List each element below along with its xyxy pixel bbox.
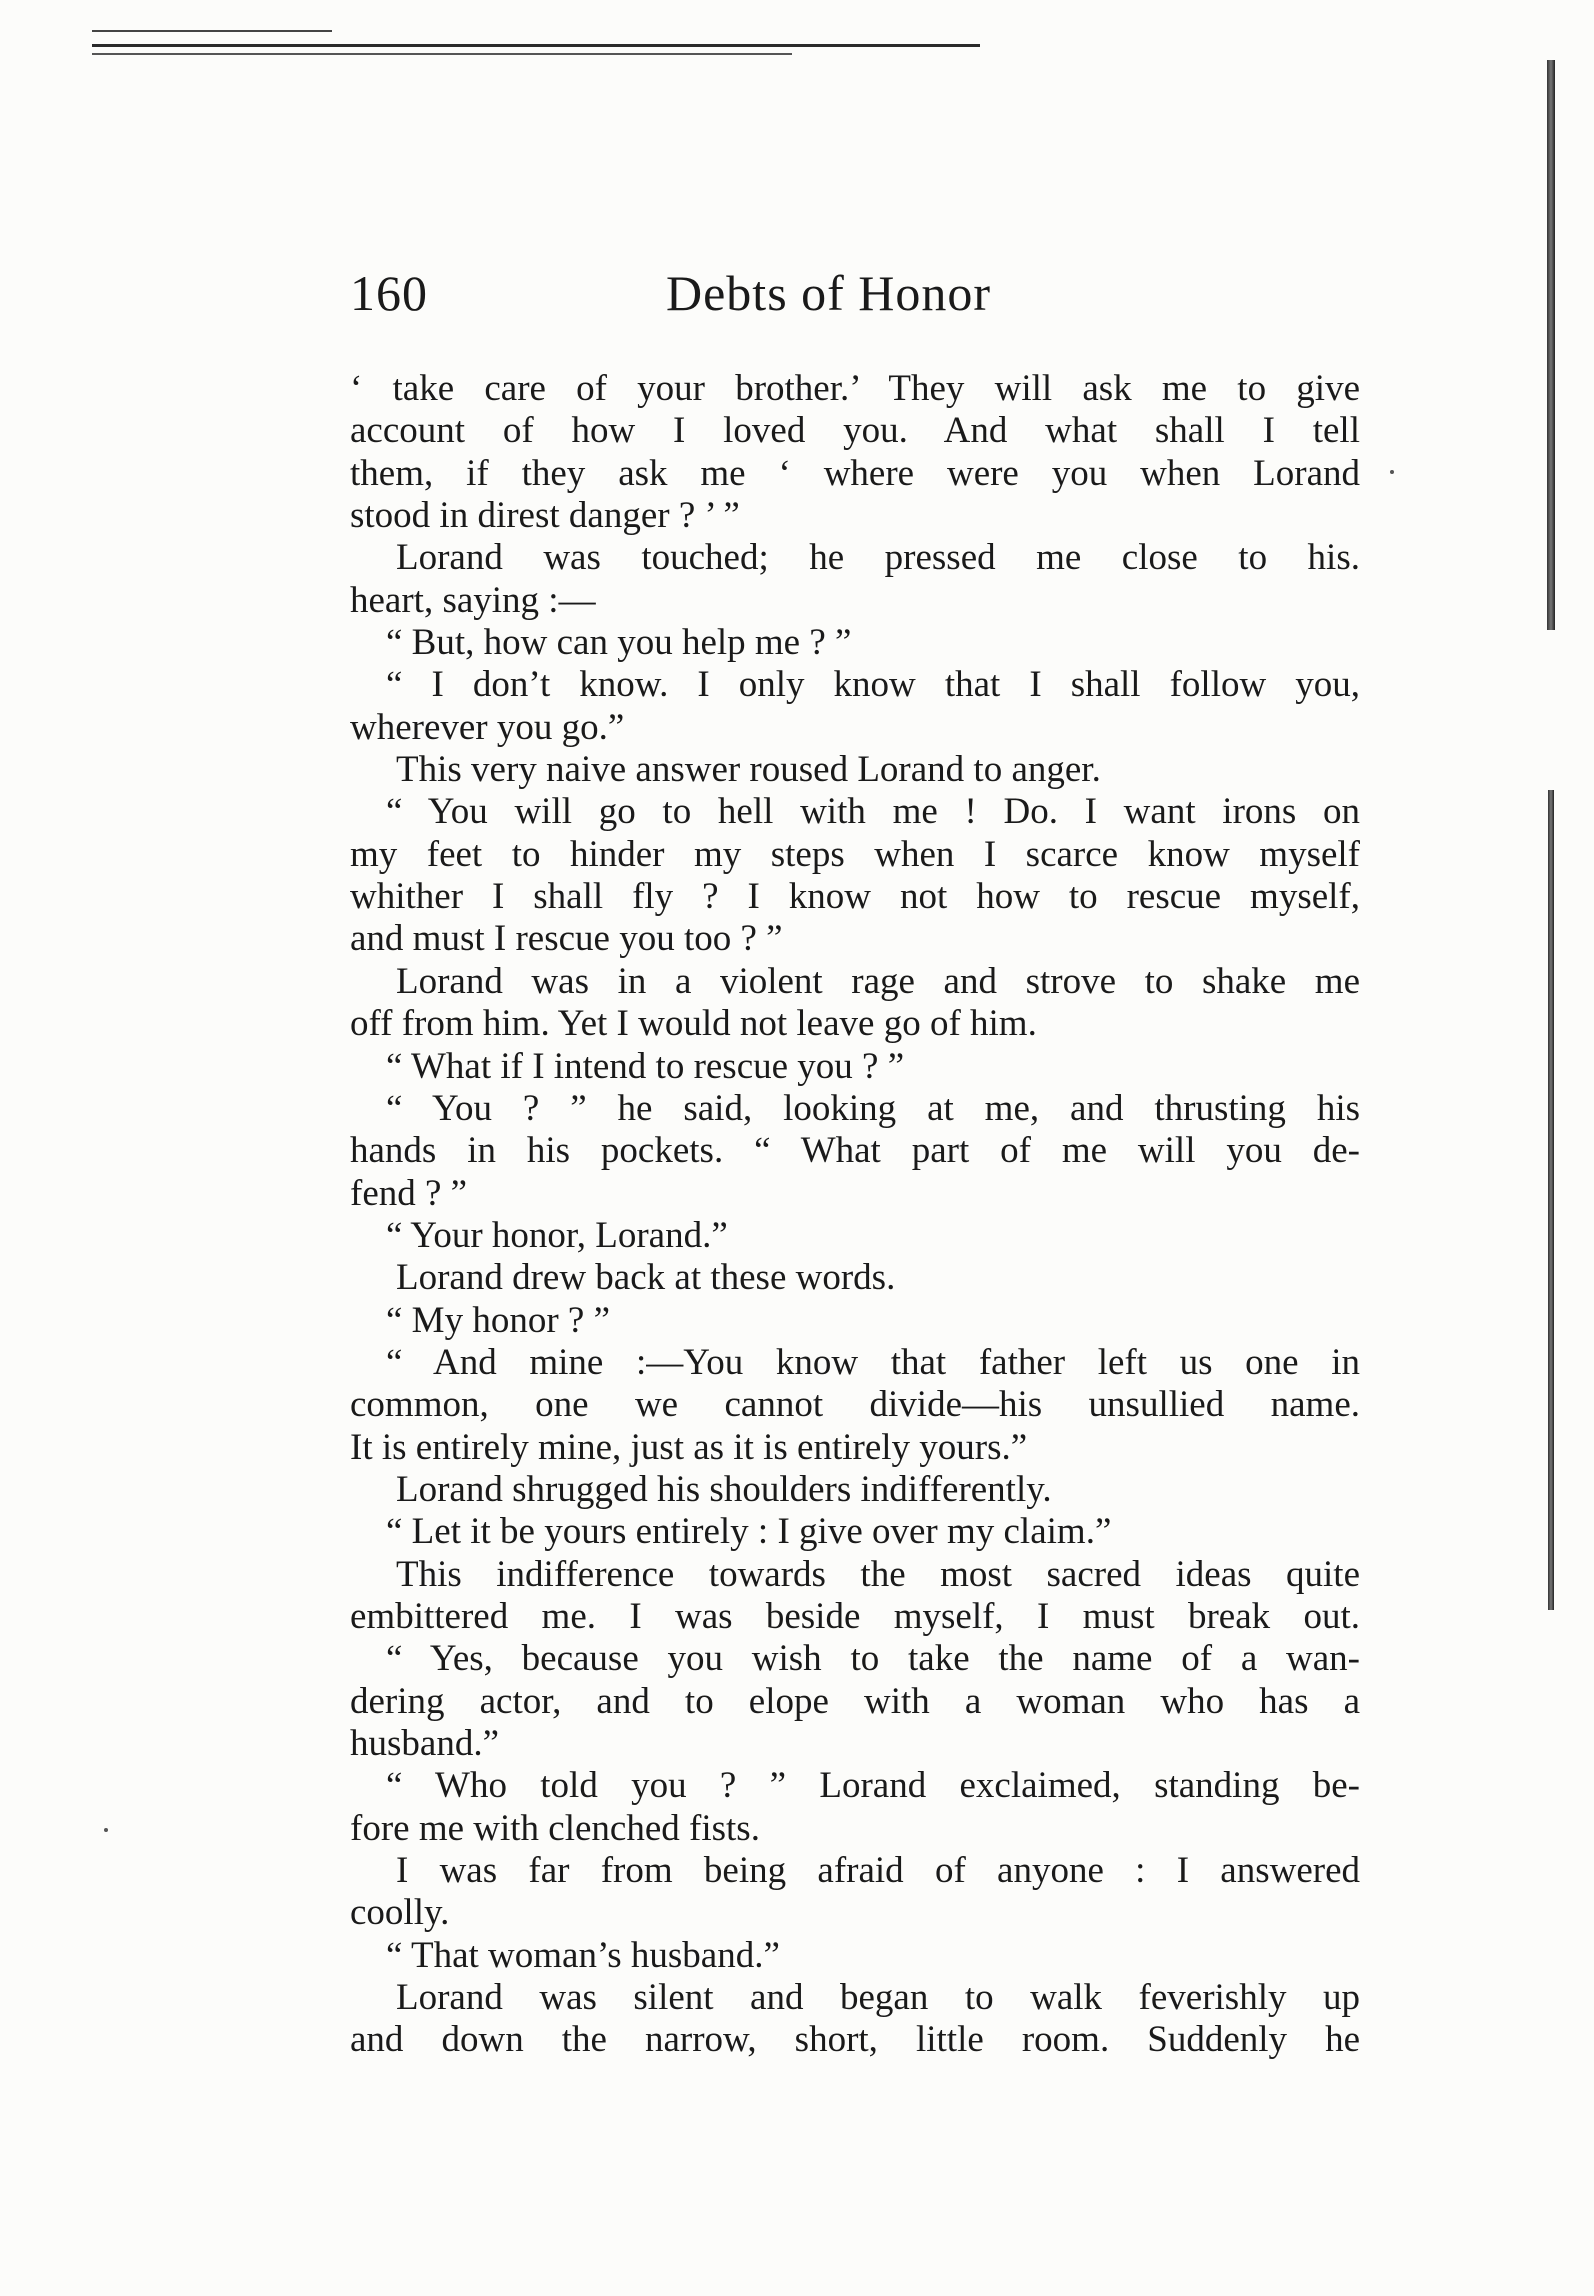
- text-line: “ You ? ” he said, looking at me, and thrusting his: [386, 1087, 1360, 1129]
- top-rule-thin: [92, 53, 792, 55]
- text-line: and must I rescue you too ? ”: [350, 918, 783, 960]
- body-text: [350, 368, 1360, 2062]
- text-line: Lorand drew back at these words.: [396, 1257, 896, 1299]
- page-number: 160: [350, 265, 428, 321]
- text-line: fore me with clenched fists.: [350, 1807, 760, 1849]
- running-head: [350, 264, 1360, 334]
- text-line: “ That woman’s husband.”: [386, 1934, 780, 1976]
- text-line: “ And mine :—You know that father left us one in: [386, 1341, 1360, 1383]
- text-line: Lorand was touched; he pressed me close to his.: [396, 537, 1360, 579]
- text-line: my feet to hinder my steps when I scarce know myself: [350, 833, 1360, 875]
- text-line: common, one we cannot divide—his unsullied name.: [350, 1384, 1360, 1426]
- text-line: hands in his pockets. “ What part of me will you de-: [350, 1130, 1360, 1172]
- text-line: “ My honor ? ”: [386, 1299, 610, 1341]
- text-line: “ Let it be yours entirely : I give over my claim.”: [386, 1511, 1112, 1553]
- text-line: “ I don’t know. I only know that I shall follow you,: [386, 664, 1360, 706]
- text-line: Lorand was silent and began to walk feverishly up: [396, 1977, 1360, 2019]
- text-line: off from him. Yet I would not leave go of him.: [350, 1003, 1037, 1045]
- text-line: and down the narrow, short, little room. Suddenly he: [350, 2019, 1360, 2061]
- text-line: account of how I loved you. And what shall I tell: [350, 410, 1360, 452]
- text-line: “ But, how can you help me ? ”: [386, 622, 852, 664]
- page-edge-shadow: [1548, 790, 1554, 1610]
- dust-speck: [104, 1828, 108, 1832]
- running-title: Debts of Honor: [666, 265, 992, 321]
- text-line: “ Your honor, Lorand.”: [386, 1214, 728, 1256]
- text-line: This indifference towards the most sacred ideas quite: [396, 1553, 1360, 1595]
- text-line: wherever you go.”: [350, 706, 625, 748]
- top-rule: [92, 44, 980, 47]
- text-line: “ Who told you ? ” Lorand exclaimed, standing be-: [386, 1765, 1360, 1807]
- text-line: Lorand was in a violent rage and strove to shake me: [396, 960, 1360, 1002]
- text-line: heart, saying :—: [350, 579, 596, 621]
- page-edge-shadow: [1547, 60, 1555, 630]
- text-line: stood in direst danger ? ’ ”: [350, 495, 740, 537]
- text-line: “ You will go to hell with me ! Do. I want irons on: [386, 791, 1360, 833]
- text-line: whither I shall fly ? I know not how to rescue myself,: [350, 876, 1360, 918]
- text-line: “ What if I intend to rescue you ? ”: [386, 1045, 905, 1087]
- text-line: I was far from being afraid of anyone : I answered: [396, 1850, 1360, 1892]
- top-rule-short: [92, 30, 332, 32]
- dust-speck: [1390, 470, 1394, 474]
- text-line: ‘ take care of your brother.’ They will ask me to give: [350, 368, 1360, 409]
- text-line: Lorand shrugged his shoulders indifferently.: [396, 1468, 1052, 1510]
- text-line: fend ? ”: [350, 1172, 468, 1214]
- text-line: husband.”: [350, 1723, 499, 1764]
- text-line: them, if they ask me ‘ where were you when Lorand: [350, 452, 1360, 494]
- text-line: coolly.: [350, 1892, 450, 1934]
- text-line: “ Yes, because you wish to take the name of a wan-: [386, 1638, 1360, 1680]
- text-line: This very naive answer roused Lorand to anger.: [396, 749, 1101, 791]
- text-line: It is entirely mine, just as it is entirely yours.”: [350, 1426, 1028, 1468]
- text-line: embittered me. I was beside myself, I must break out.: [350, 1595, 1360, 1637]
- text-line: dering actor, and to elope with a woman who has a: [350, 1680, 1360, 1722]
